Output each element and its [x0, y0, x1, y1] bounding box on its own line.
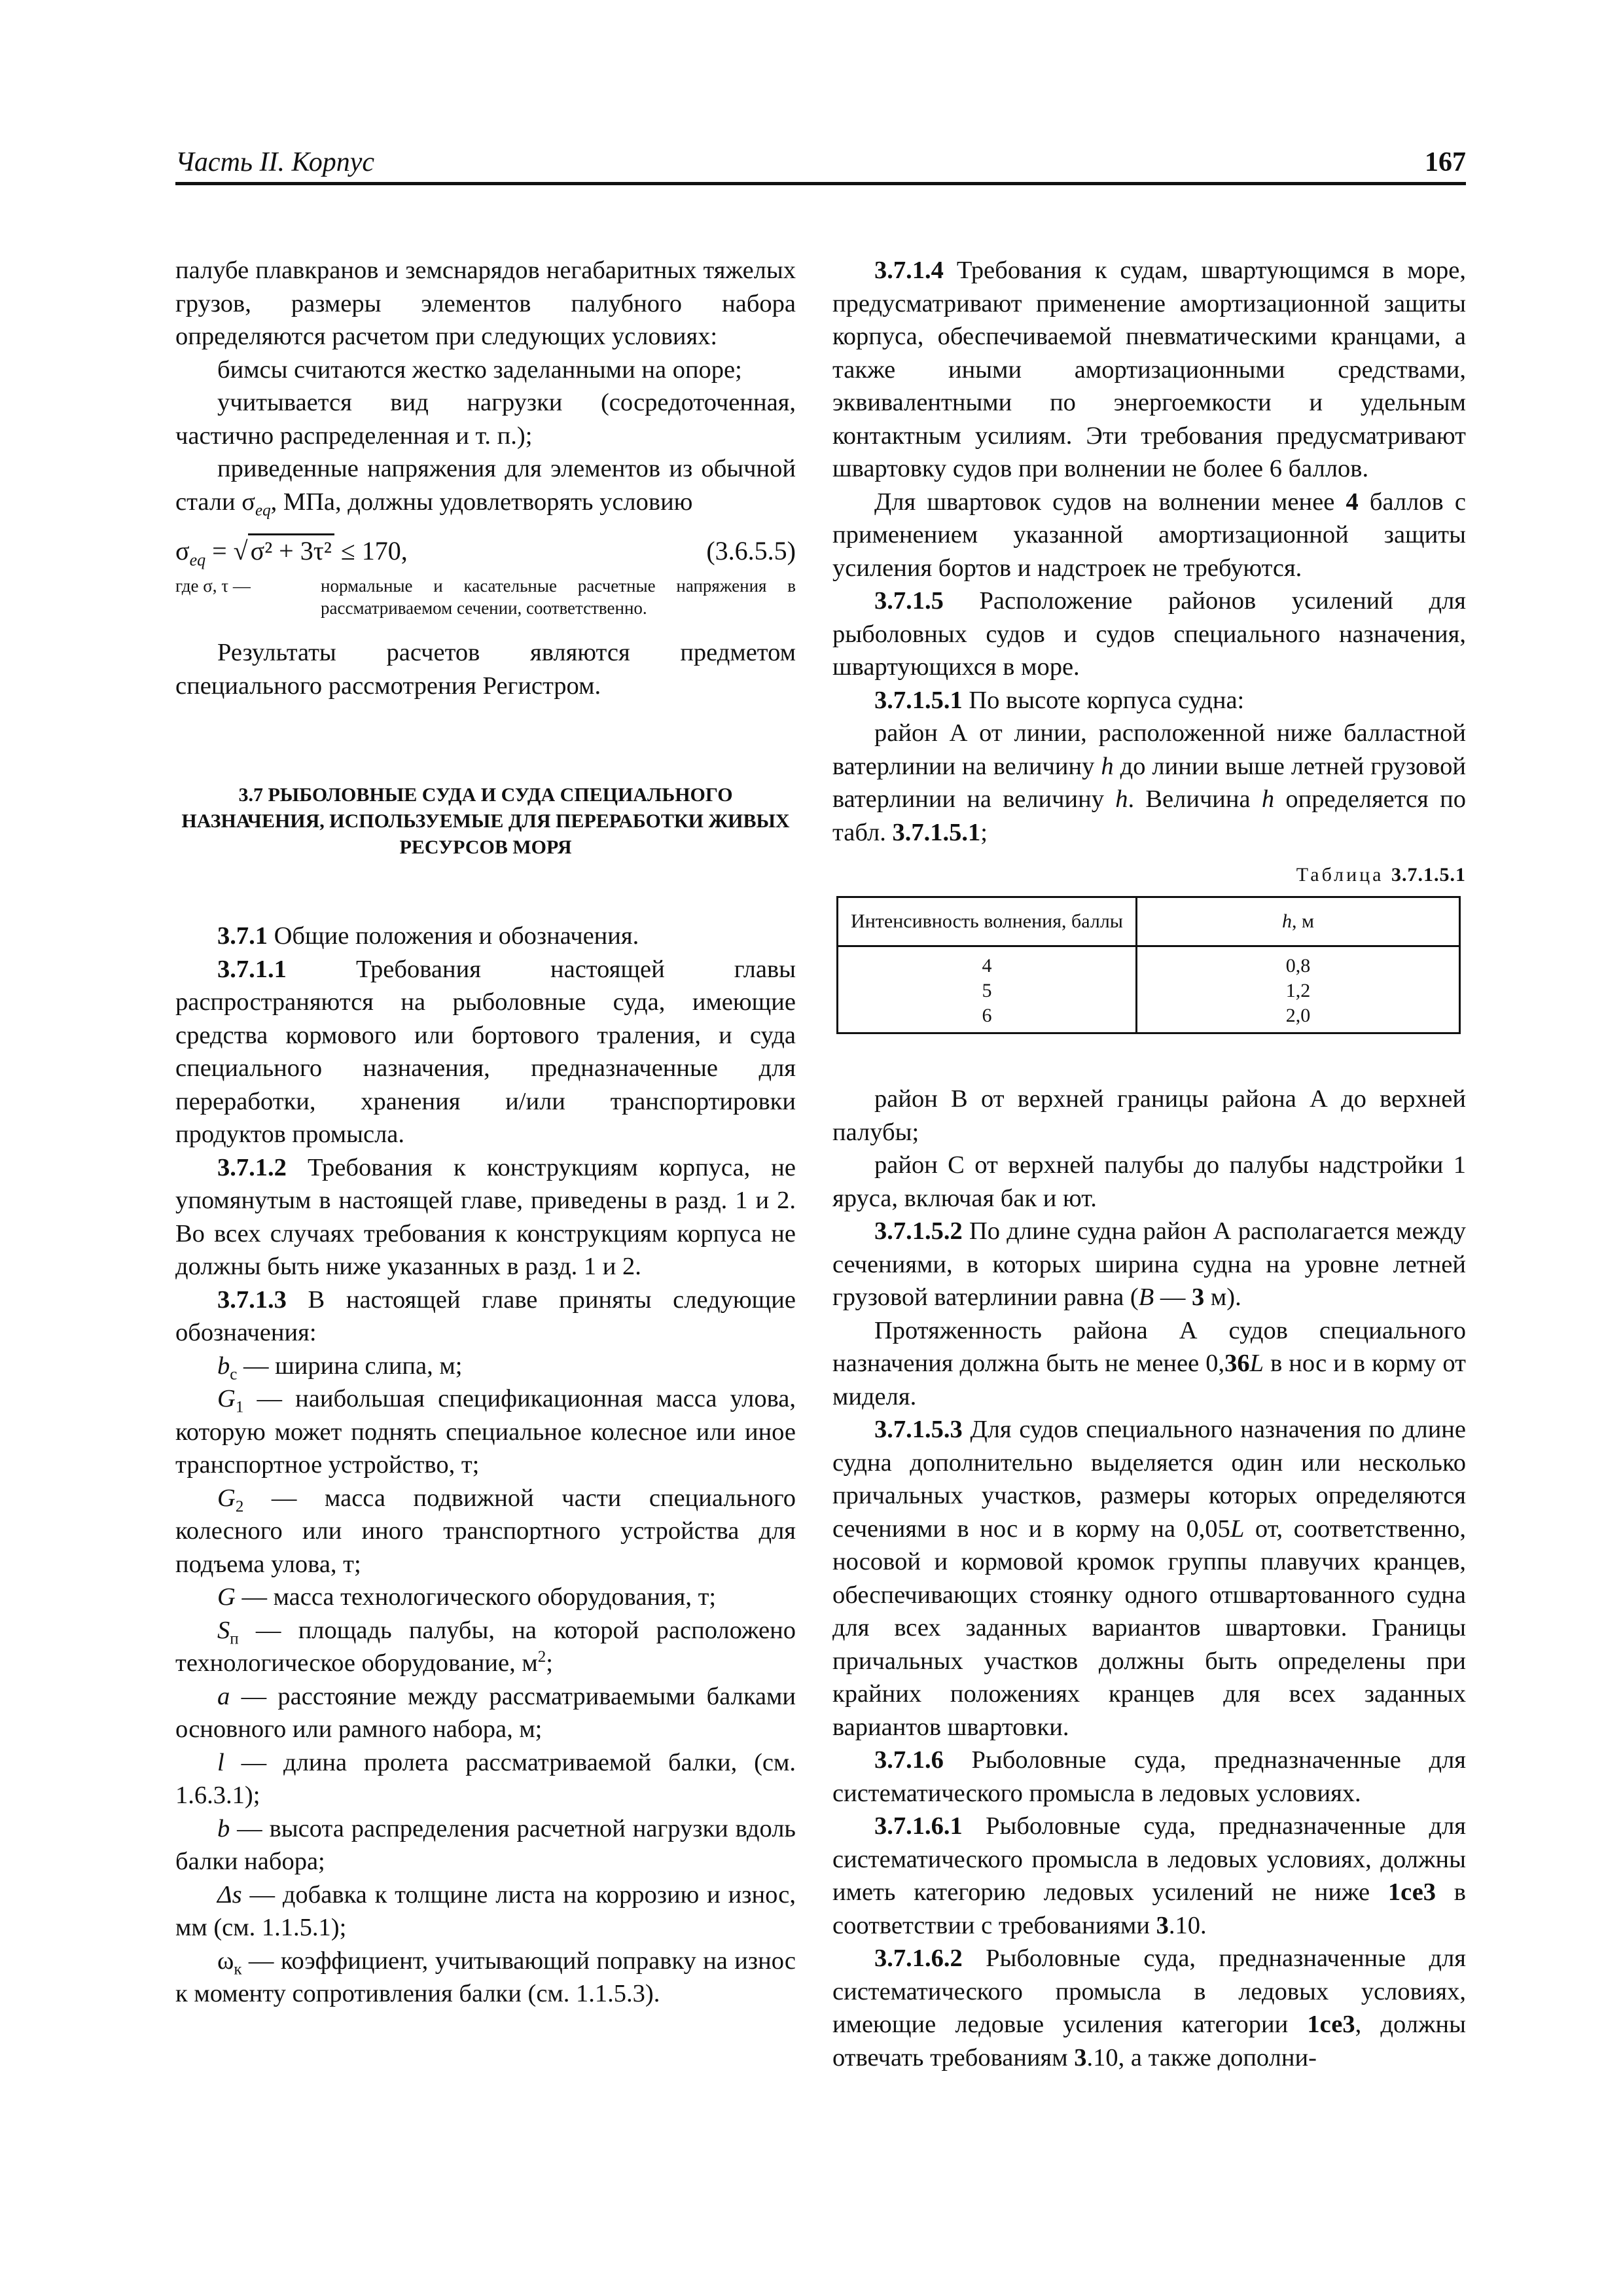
legend-text: нормальные и касательные расчетные напряжения в рассматриваемом сечении, соответственно. [321, 576, 796, 618]
paragraph: приведенные напряжения для элементов из обычной стали $\sigma_{eq}$, МПа, должны удовлетворять условию [175, 455, 796, 520]
definition-item: $G_2$ — масса подвижной части специального колесного или иного транспортного устройства для подъема улова, т; [175, 1484, 796, 1578]
definition-item: $S_п$ — площадь палубы, на которой расположено технологическое оборудование, $м^2$; [175, 1616, 796, 1677]
sqrt-sign: √ [233, 536, 248, 565]
definition-item: b — высота распределения расчетной нагрузки вдоль балки набора; [175, 1814, 796, 1875]
table-header-h: h, м [1137, 897, 1460, 946]
definition-item: $\omega_к$ — коэффициент, учитывающий поправку на износ к моменту сопротивления балки (см. 1.1.5.3). [175, 1946, 796, 2007]
formula-3-6-5-5 [175, 530, 796, 572]
paragraph: район В от верхней границы района А до верхней палубы; [832, 1085, 1466, 1146]
page-number: 167 [1425, 147, 1466, 177]
paragraph: район С от верхней палубы до палубы надстройки 1 яруса, включая бак и ют. [832, 1151, 1466, 1212]
clause: 3.7.1.6 Рыболовные суда, предназначенные для систематического промысла в ледовых условиях. [832, 1746, 1466, 1807]
definition-item: a — расстояние между рассматриваемыми балками основного или рамного набора, м; [175, 1682, 796, 1743]
paragraph: Результаты расчетов являются предметом специального рассмотрения Регистром. [175, 639, 796, 700]
clause: 3.7.1.6.1 Рыболовные суда, предназначенные для систематического промысла в ледовых условиях, должны иметь категорию ледовых усилений не ниже 1се3 в соответствии с требованиями 3.10. [832, 1812, 1466, 1939]
paragraph: Протяженность района А судов специального назначения должна быть не менее 0,36L в нос и в корму от миделя. [832, 1316, 1466, 1410]
running-title: Часть II. Корпус [175, 147, 375, 177]
clause: 3.7.1.5 Расположение районов усилений для рыболовных судов и судов специального назначения, швартующихся в море. [832, 587, 1466, 681]
formula-radicand: σ² + 3τ² [248, 533, 334, 567]
left-column [175, 254, 796, 2011]
table-row [838, 946, 1460, 1033]
paragraph: бимсы считаются жестко заделанными на опоре; [217, 355, 742, 384]
clause: 3.7.1.4 Требования к судам, швартующимся в море, предусматривают применение амортизационной защиты корпуса, обеспечиваемой пневматическими кранцами, а также иными амортизационными средствами, эквивалентными по энергоемкости и удельным контактным усилиям. Эти требования предусматривают швартовку судов при волнении не более 6 баллов. [832, 257, 1466, 482]
table-cell-h: 0,8 1,2 2,0 [1137, 946, 1460, 1033]
clause: 3.7.1.5.3 Для судов специального назначения по длине судна дополнительно выделяется один или несколько причальных участков, размеры которых определяются сечениями в нос и в корму на 0,05L от, соответственно, носовой и кормовой кромок группы плавучих кранцев, обеспечивающих стоянку одного отшвартованного судна для всех заданных вариантов швартовки. Границы причальных участков должны быть определены при крайних положениях кранцев для всех заданных вариантов швартовки. [832, 1416, 1466, 1741]
formula-legend [175, 575, 796, 619]
clause: 3.7.1.2 Требования к конструкциям корпуса, не упомянутым в настоящей главе, приведены в разд. 1 и 2. Во всех случаях требования к конструкциям корпуса не должны быть ниже указанных в разд. 1 и 2. [175, 1153, 796, 1280]
table-cell-wave: 4 5 6 [838, 946, 1137, 1033]
table-caption: Таблица 3.7.1.5.1 [1296, 864, 1466, 886]
right-column [832, 254, 1466, 2074]
clause: 3.7.1.6.2 Рыболовные суда, предназначенные для систематического промысла в ледовых условиях, имеющие ледовые усиления категории 1се3, должны отвечать требованиям 3.10, а также дополни- [832, 1945, 1466, 2072]
definition-item: $G_1$ — наибольшая спецификационная масса улова, которую может поднять специальное колесное или иное транспортное устройство, т; [175, 1385, 796, 1479]
paragraph: палубе плавкранов и земснарядов негабаритных тяжелых грузов, размеры элементов палубного набора определяются расчетом при следующих условиях: [175, 257, 796, 350]
legend-label: где σ, τ — [175, 576, 251, 596]
paragraph: район А от линии, расположенной ниже балластной ватерлинии на величину h до линии выше летней грузовой ватерлинии на величину h. Величина h определяется по табл. 3.7.1.5.1; [832, 719, 1466, 846]
clause: 3.7.1.1 Требования настоящей главы распространяются на рыболовные суда, имеющие средства кормового или бортового траления, и суда специального назначения, предназначенные для переработки, хранения и/или транспортировки продуктов промысла. [175, 955, 796, 1148]
clause: 3.7.1.5.1 По высоте корпуса судна: [874, 686, 1245, 714]
definition-item: Δs — добавка к толщине листа на коррозию и износ, мм (см. 1.1.5.1); [175, 1880, 796, 1941]
page-header [175, 143, 1466, 185]
wave-height-table [836, 896, 1461, 1034]
clause: 3.7.1.5.2 По длине судна район А располагается между сечениями, в которых ширина судна на уровне летней грузовой ватерлинии равна (B — 3 м). [832, 1217, 1466, 1311]
paragraph: Для швартовок судов на волнении менее 4 баллов с применением указанной амортизационной защиты усиления бортов и надстроек не требуются. [832, 488, 1466, 582]
definition-item: $b_c$ — ширина слипа, м; [217, 1352, 463, 1384]
formula-expression: $\sigma_{eq}$ = √ σ² + 3τ² ≤ 170, [175, 530, 408, 572]
clause: 3.7.1.3 В настоящей главе приняты следующие обозначения: [175, 1285, 796, 1346]
formula-number: (3.6.5.5) [706, 536, 796, 565]
subsection-heading: 3.7.1 Общие положения и обозначения. [217, 922, 639, 950]
table-header-wave: Интенсивность волнения, баллы [838, 897, 1137, 946]
section-heading: 3.7 РЫБОЛОВНЫЕ СУДА И СУДА СПЕЦИАЛЬНОГО НАЗНАЧЕНИЯ, ИСПОЛЬЗУЕМЫЕ ДЛЯ ПЕРЕРАБОТКИ ЖИВЫХ РЕСУРСОВ МОРЯ [181, 784, 790, 858]
definition-item: G — масса технологического оборудования, т; [217, 1583, 717, 1611]
paragraph: учитывается вид нагрузки (сосредоточенная, частично распределенная и т. п.); [175, 389, 796, 450]
definition-item: l — длина пролета рассматриваемой балки, (см. 1.6.3.1); [175, 1748, 796, 1809]
